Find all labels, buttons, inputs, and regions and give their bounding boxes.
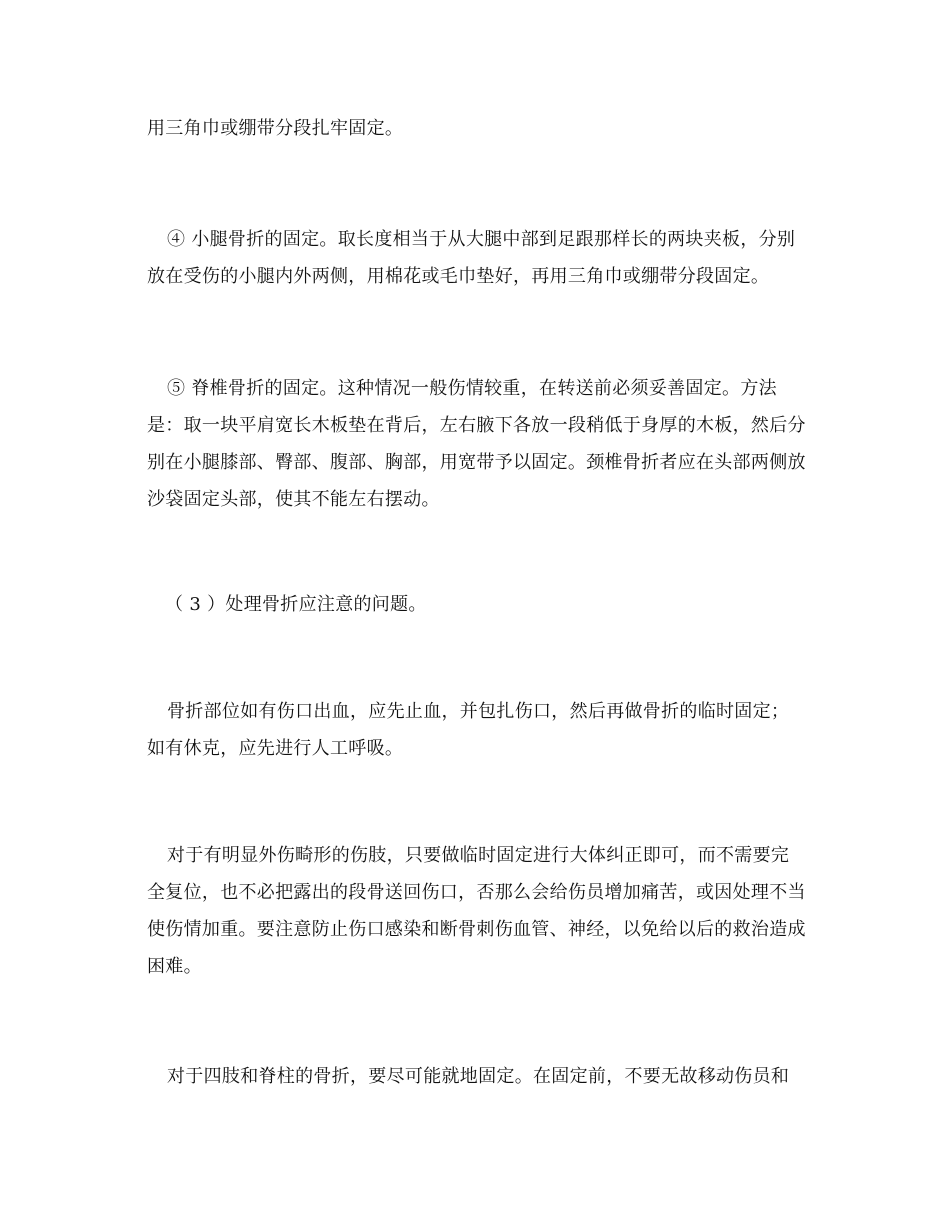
paragraph-fixation-end: 用三角巾或绷带分段扎牢固定。 [147,118,404,139]
paragraph-spinal-fracture: ⑤ 脊椎骨折的固定。这种情况一般伤情较重，在转送前必须妥善固定。方法是：取一块平肩宽长木板垫在背后，左右腋下各放一段稍低于身厚的木板，然后分别在小腿膝部、臀部、腹部、胸部，用宽带予以固定。颈椎骨折者应在头部两侧放沙袋固定头部，使其不能左右摆动。 [147,378,806,510]
paragraph-deformity-handling: 对于有明显外伤畸形的伤肢，只要做临时固定进行大体纠正即可，而不需要完全复位，也不必把露出的段骨送回伤口，否那么会给伤员增加痛苦，或因处理不当使伤情加重。要注意防止伤口感染和断骨刺伤血管、神经，以免给以后的救治造成困难。 [147,845,806,977]
section-heading-fracture-notes: （ 3 ）处理骨折应注意的问题。 [165,594,427,615]
paragraph-limb-spine-fixation: 对于四肢和脊柱的骨折，要尽可能就地固定。在固定前，不要无故移动伤员和 [167,1066,790,1087]
paragraph-lower-leg-fracture: ④ 小腿骨折的固定。取长度相当于从大腿中部到足跟那样长的两块夹板，分别放在受伤的小腿内外两侧，用棉花或毛巾垫好，再用三角巾或绷带分段固定。 [147,229,796,287]
paragraph-bleeding-first: 骨折部位如有伤口出血，应先止血，并包扎伤口，然后再做骨折的临时固定；如有休克，应先进行人工呼吸。 [147,701,790,759]
